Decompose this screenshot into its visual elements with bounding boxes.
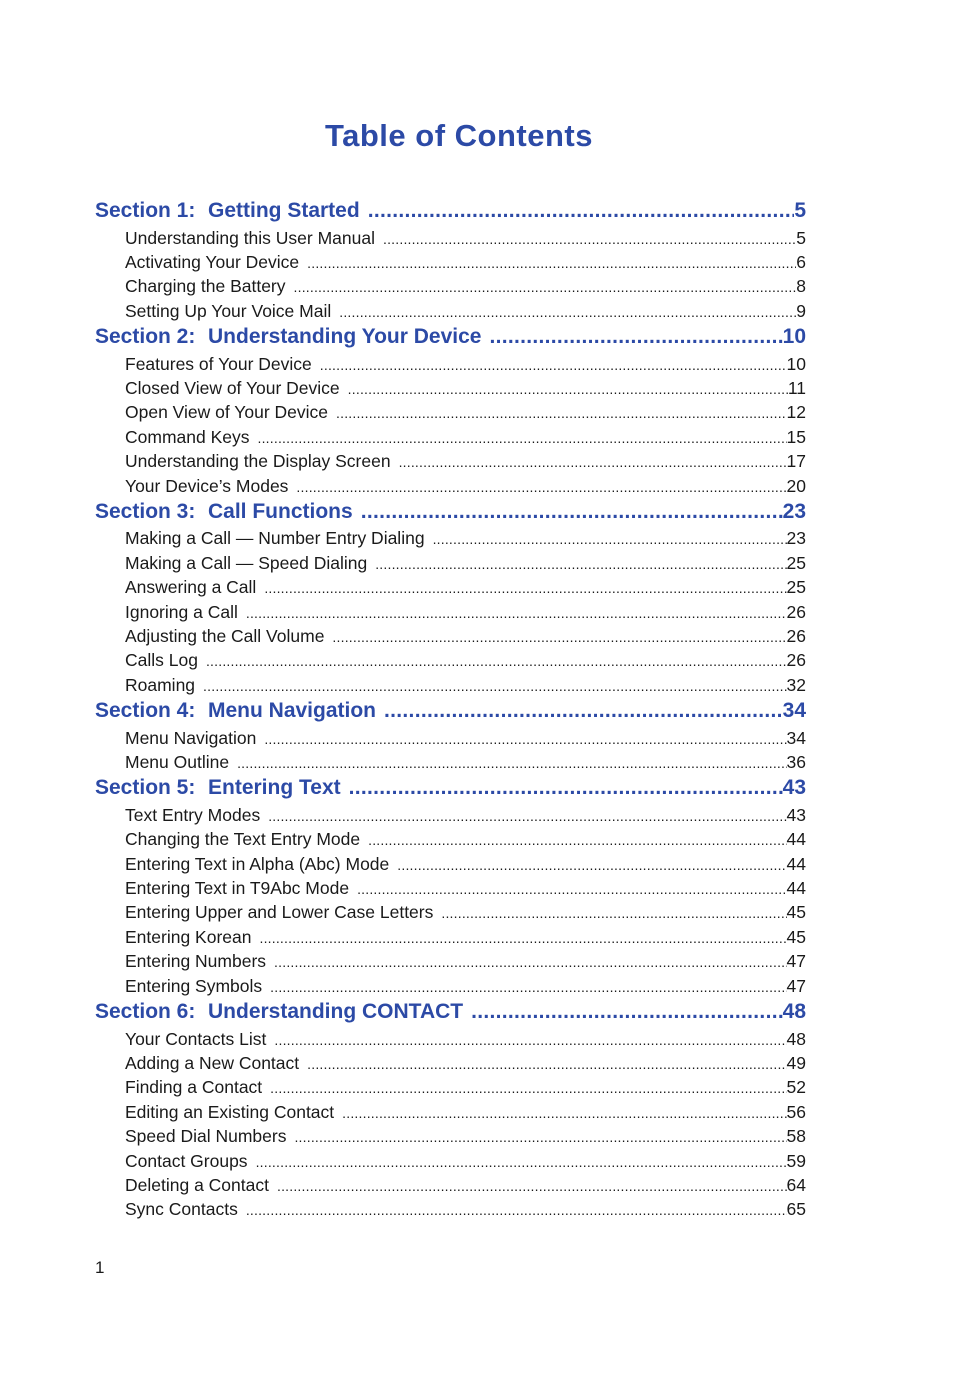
entry-label: Charging the Battery [125,276,286,297]
entry-page-number: 44 [786,878,806,899]
entry-label: Adding a New Contact [125,1052,300,1073]
section-heading-row[interactable] [95,325,806,354]
dot-leader [296,479,786,495]
entry-page-number: 9 [796,300,806,321]
toc-entry[interactable] [95,805,806,829]
entry-page-number: 25 [786,577,806,598]
section-number: Section 3: [95,499,196,523]
toc-entry[interactable] [95,1175,806,1199]
toc-entry[interactable] [95,301,806,325]
toc-entry[interactable] [95,402,806,426]
entry-label: Setting Up Your Voice Mail [125,300,332,321]
dot-leader [246,1202,787,1218]
dot-leader [332,629,786,645]
entry-page-number: 65 [786,1199,806,1220]
toc-entry[interactable] [95,650,806,674]
entry-page-number: 49 [786,1052,806,1073]
toc-entry[interactable] [95,927,806,951]
page-title: Table of Contents [325,118,593,153]
entry-page-number: 48 [786,1028,806,1049]
dot-leader [246,605,787,621]
toc-entry[interactable] [95,476,806,500]
entry-label: Entering Text in T9Abc Mode [125,878,350,899]
section-heading [95,500,361,524]
section-name: Getting Started [208,199,360,222]
entry-label: Roaming [125,674,196,695]
dot-leader [397,857,786,873]
section-heading-row[interactable] [95,699,806,728]
toc-entry[interactable] [95,1151,806,1175]
entry-page-number: 45 [786,902,806,923]
section-name: Call Functions [208,499,353,523]
toc-entry[interactable] [95,427,806,451]
dot-leader [375,556,786,572]
entry-label: Menu Outline [125,752,230,773]
entry-label: Understanding this User Manual [125,227,375,248]
entry-label: Entering Korean [125,926,252,947]
toc-entry[interactable] [95,602,806,626]
toc-entry[interactable] [95,752,806,776]
section-heading [95,199,368,223]
entry-page-number: 8 [796,276,806,297]
dot-leader [368,832,786,848]
entry-page-number: 11 [787,377,806,398]
dot-leader [471,1000,783,1024]
dot-leader [349,776,783,800]
toc-entry[interactable] [95,675,806,699]
entry-page-number: 47 [786,975,806,996]
entry-page-number: 20 [786,475,806,496]
dot-leader [399,454,787,470]
entry-label: Entering Upper and Lower Case Letters [125,902,434,923]
section-heading [95,325,489,349]
section-entries [95,805,806,1000]
entry-page-number: 17 [786,451,806,472]
entry-page-number: 59 [786,1150,806,1171]
section-heading [95,1000,471,1024]
section-name: Entering Text [208,776,341,800]
section-number: Section 1: [95,199,196,222]
section-heading-row[interactable] [95,1000,806,1029]
section-heading-row[interactable] [95,776,806,805]
toc-entry[interactable] [95,252,806,276]
entry-page-number: 26 [786,650,806,671]
dot-leader [383,231,796,247]
entry-page-number: 10 [786,353,806,374]
entry-page-number: 5 [796,227,806,248]
section-name: Understanding Your Device [208,325,482,349]
entry-page-number: 43 [786,804,806,825]
section-heading [95,699,384,723]
toc-entry[interactable] [95,728,806,752]
toc-entry[interactable] [95,577,806,601]
entry-page-number: 36 [786,752,806,773]
section-name: Understanding CONTACT [208,1000,464,1024]
toc-entry[interactable] [95,1029,806,1053]
dot-leader [294,1129,786,1145]
entry-label: Adjusting the Call Volume [125,625,325,646]
toc-section [95,500,806,699]
dot-leader [368,199,795,223]
toc-entry[interactable] [95,378,806,402]
dot-leader [277,1178,787,1194]
entry-page-number: 56 [786,1101,806,1122]
entry-page-number: 25 [786,552,806,573]
entry-label: Menu Navigation [125,727,257,748]
entry-page-number: 47 [786,951,806,972]
dot-leader [256,1154,787,1170]
dot-leader [264,580,786,596]
toc-entry[interactable] [95,854,806,878]
entry-label: Ignoring a Call [125,601,238,622]
section-number: Section 6: [95,1000,196,1024]
dot-leader [270,1080,786,1096]
toc-section [95,699,806,776]
toc-entry[interactable] [95,553,806,577]
entry-label: Editing an Existing Contact [125,1101,335,1122]
section-entries [95,228,806,326]
toc-entry[interactable] [95,951,806,975]
entry-page-number: 64 [786,1174,806,1195]
dot-leader [270,979,786,995]
entry-label: Open View of Your Device [125,402,329,423]
section-entries [95,528,806,699]
dot-leader [274,954,786,970]
entry-page-number: 34 [786,727,806,748]
entry-page-number: 15 [786,426,806,447]
section-heading-row[interactable] [95,199,806,228]
dot-leader [361,500,783,524]
dot-leader [489,325,782,349]
dot-leader [307,255,796,271]
dot-leader [342,1105,786,1121]
dot-leader [433,531,787,547]
section-page-number: 5 [794,199,806,222]
entry-page-number: 52 [786,1077,806,1098]
entry-label: Your Contacts List [125,1028,267,1049]
toc-entry[interactable] [95,902,806,926]
dot-leader [268,808,786,824]
dot-leader [264,731,786,747]
dot-leader [336,405,787,421]
toc-section [95,776,806,1000]
section-heading [95,776,349,800]
entry-page-number: 32 [786,674,806,695]
toc-entry[interactable] [95,626,806,650]
dot-leader [320,357,787,373]
dot-leader [258,430,787,446]
entry-label: Changing the Text Entry Mode [125,829,361,850]
entry-label: Understanding the Display Screen [125,451,391,472]
section-entries [95,1029,806,1224]
section-number: Section 5: [95,776,196,800]
entry-page-number: 23 [786,528,806,549]
entry-label: Finding a Contact [125,1077,263,1098]
entry-page-number: 44 [786,829,806,850]
entry-label: Deleting a Contact [125,1174,269,1195]
section-page-number: 23 [782,499,806,523]
entry-page-number: 6 [796,251,806,272]
toc-entry[interactable] [95,1102,806,1126]
toc-entry[interactable] [95,1077,806,1101]
toc-entry[interactable] [95,1199,806,1223]
entry-label: Features of Your Device [125,353,312,374]
entry-label: Your Device’s Modes [125,475,289,496]
entry-label: Contact Groups [125,1150,248,1171]
entry-label: Entering Symbols [125,975,263,996]
entry-page-number: 12 [786,402,806,423]
entry-page-number: 26 [786,601,806,622]
page-number: 1 [95,1258,105,1277]
entry-label: Command Keys [125,426,250,447]
dot-leader [206,653,787,669]
dot-leader [384,699,783,723]
dot-leader [237,755,786,771]
entry-label: Text Entry Modes [125,804,261,825]
section-name: Menu Navigation [208,699,377,723]
dot-leader [357,881,786,897]
entry-page-number: 45 [786,926,806,947]
section-page-number: 10 [782,325,806,349]
entry-page-number: 58 [786,1126,806,1147]
toc-entry[interactable] [95,1053,806,1077]
section-page-number: 34 [782,699,806,723]
entry-label: Entering Text in Alpha (Abc) Mode [125,853,390,874]
toc-section [95,199,806,325]
toc-entry[interactable] [95,528,806,552]
entry-page-number: 44 [786,853,806,874]
section-page-number: 48 [782,1000,806,1024]
entry-page-number: 26 [786,625,806,646]
toc-section [95,325,806,500]
dot-leader [294,279,797,295]
section-number: Section 4: [95,699,196,723]
dot-leader [307,1056,786,1072]
dot-leader [274,1032,786,1048]
section-entries [95,354,806,500]
entry-label: Closed View of Your Device [125,377,340,398]
entry-label: Speed Dial Numbers [125,1126,287,1147]
toc-entry[interactable] [95,354,806,378]
entry-label: Sync Contacts [125,1199,238,1220]
dot-leader [259,930,786,946]
toc-entry[interactable] [95,276,806,300]
entry-label: Making a Call — Speed Dialing [125,552,368,573]
toc-entry[interactable] [95,228,806,252]
entry-label: Making a Call — Number Entry Dialing [125,528,425,549]
dot-leader [441,905,786,921]
entry-label: Entering Numbers [125,951,267,972]
section-heading-row[interactable] [95,500,806,529]
section-page-number: 43 [782,776,806,800]
toc-section [95,1000,806,1224]
entry-label: Answering a Call [125,577,257,598]
table-of-contents [95,199,806,1224]
dot-leader [339,304,796,320]
toc-entry[interactable] [95,1126,806,1150]
toc-entry[interactable] [95,451,806,475]
dot-leader [348,381,788,397]
toc-entry[interactable] [95,829,806,853]
section-entries [95,728,806,777]
section-number: Section 2: [95,325,196,349]
toc-entry[interactable] [95,976,806,1000]
entry-label: Calls Log [125,650,198,671]
toc-entry[interactable] [95,878,806,902]
dot-leader [203,678,786,694]
entry-label: Activating Your Device [125,251,300,272]
